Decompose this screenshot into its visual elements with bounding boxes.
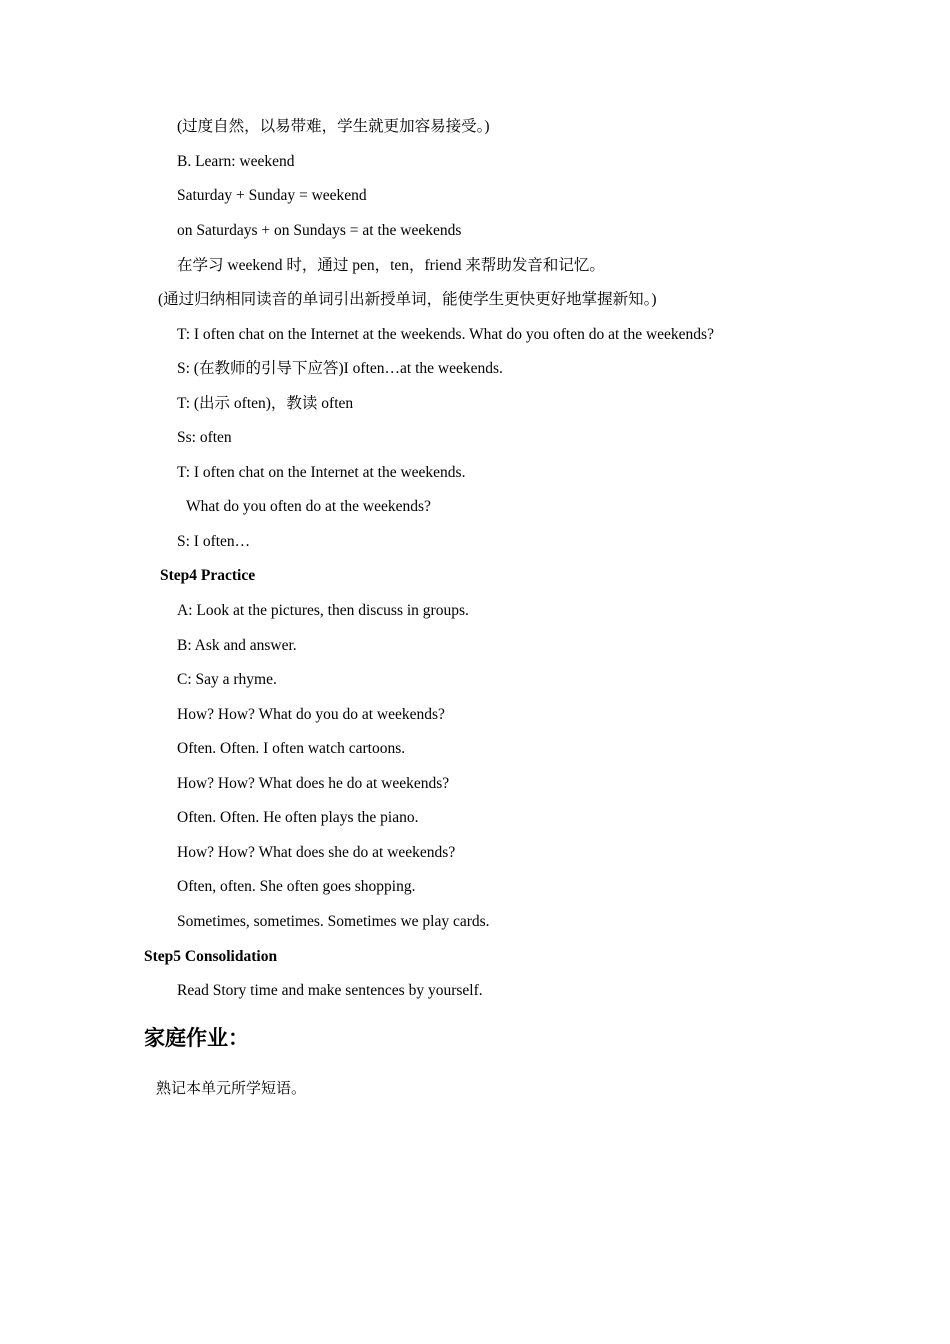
text-line-show-often: T: (出示 often)，教读 often [177, 395, 354, 412]
rhyme-line-3: How? How? What does he do at weekends? [177, 775, 450, 792]
text-line-student-answer: S: (在教师的引导下应答)I often…at the weekends. [177, 360, 503, 377]
text-line-transition-note: (过度自然，以易带难，学生就更加容易接受。) [177, 118, 490, 135]
text-line-consolidation: Read Story time and make sentences by yourself. [177, 982, 483, 999]
text-line-saturday-sunday: Saturday + Sunday = weekend [177, 187, 367, 204]
text-line-learn-weekend: B. Learn: weekend [177, 153, 295, 170]
text-line-ss-often: Ss: often [177, 429, 232, 446]
text-line-what-do-you: What do you often do at the weekends? [186, 498, 431, 515]
text-line-teacher-question: T: I often chat on the Internet at the weekends. What do you often do at the weekends? [177, 326, 714, 343]
rhyme-line-5: How? How? What does she do at weekends? [177, 844, 456, 861]
text-line-practice-b: B: Ask and answer. [177, 637, 297, 654]
text-line-teacher-chat: T: I often chat on the Internet at the weekends. [177, 464, 466, 481]
text-line-s-i-often: S: I often… [177, 533, 251, 550]
rhyme-line-7: Sometimes, sometimes. Sometimes we play cards. [177, 913, 490, 930]
section-heading-step5: Step5 Consolidation [144, 948, 278, 965]
rhyme-line-4: Often. Often. He often plays the piano. [177, 809, 419, 826]
text-line-practice-a: A: Look at the pictures, then discuss in groups. [177, 602, 469, 619]
text-line-pronunciation-note: 在学习 weekend 时，通过 pen，ten，friend 来帮助发音和记忆。 [177, 257, 605, 274]
text-line-practice-c: C: Say a rhyme. [177, 671, 277, 688]
rhyme-line-6: Often, often. She often goes shopping. [177, 878, 416, 895]
homework-content: 熟记本单元所学短语。 [156, 1079, 307, 1097]
section-heading-step4: Step4 Practice [160, 567, 256, 584]
homework-title: 家庭作业： [144, 1026, 249, 1050]
rhyme-line-1: How? How? What do you do at weekends? [177, 706, 445, 723]
rhyme-line-2: Often. Often. I often watch cartoons. [177, 740, 406, 757]
text-line-on-saturdays: on Saturdays + on Sundays = at the weekends [177, 222, 462, 239]
text-line-summary-note: (通过归纳相同读音的单词引出新授单词，能使学生更快更好地掌握新知。) [158, 291, 657, 308]
